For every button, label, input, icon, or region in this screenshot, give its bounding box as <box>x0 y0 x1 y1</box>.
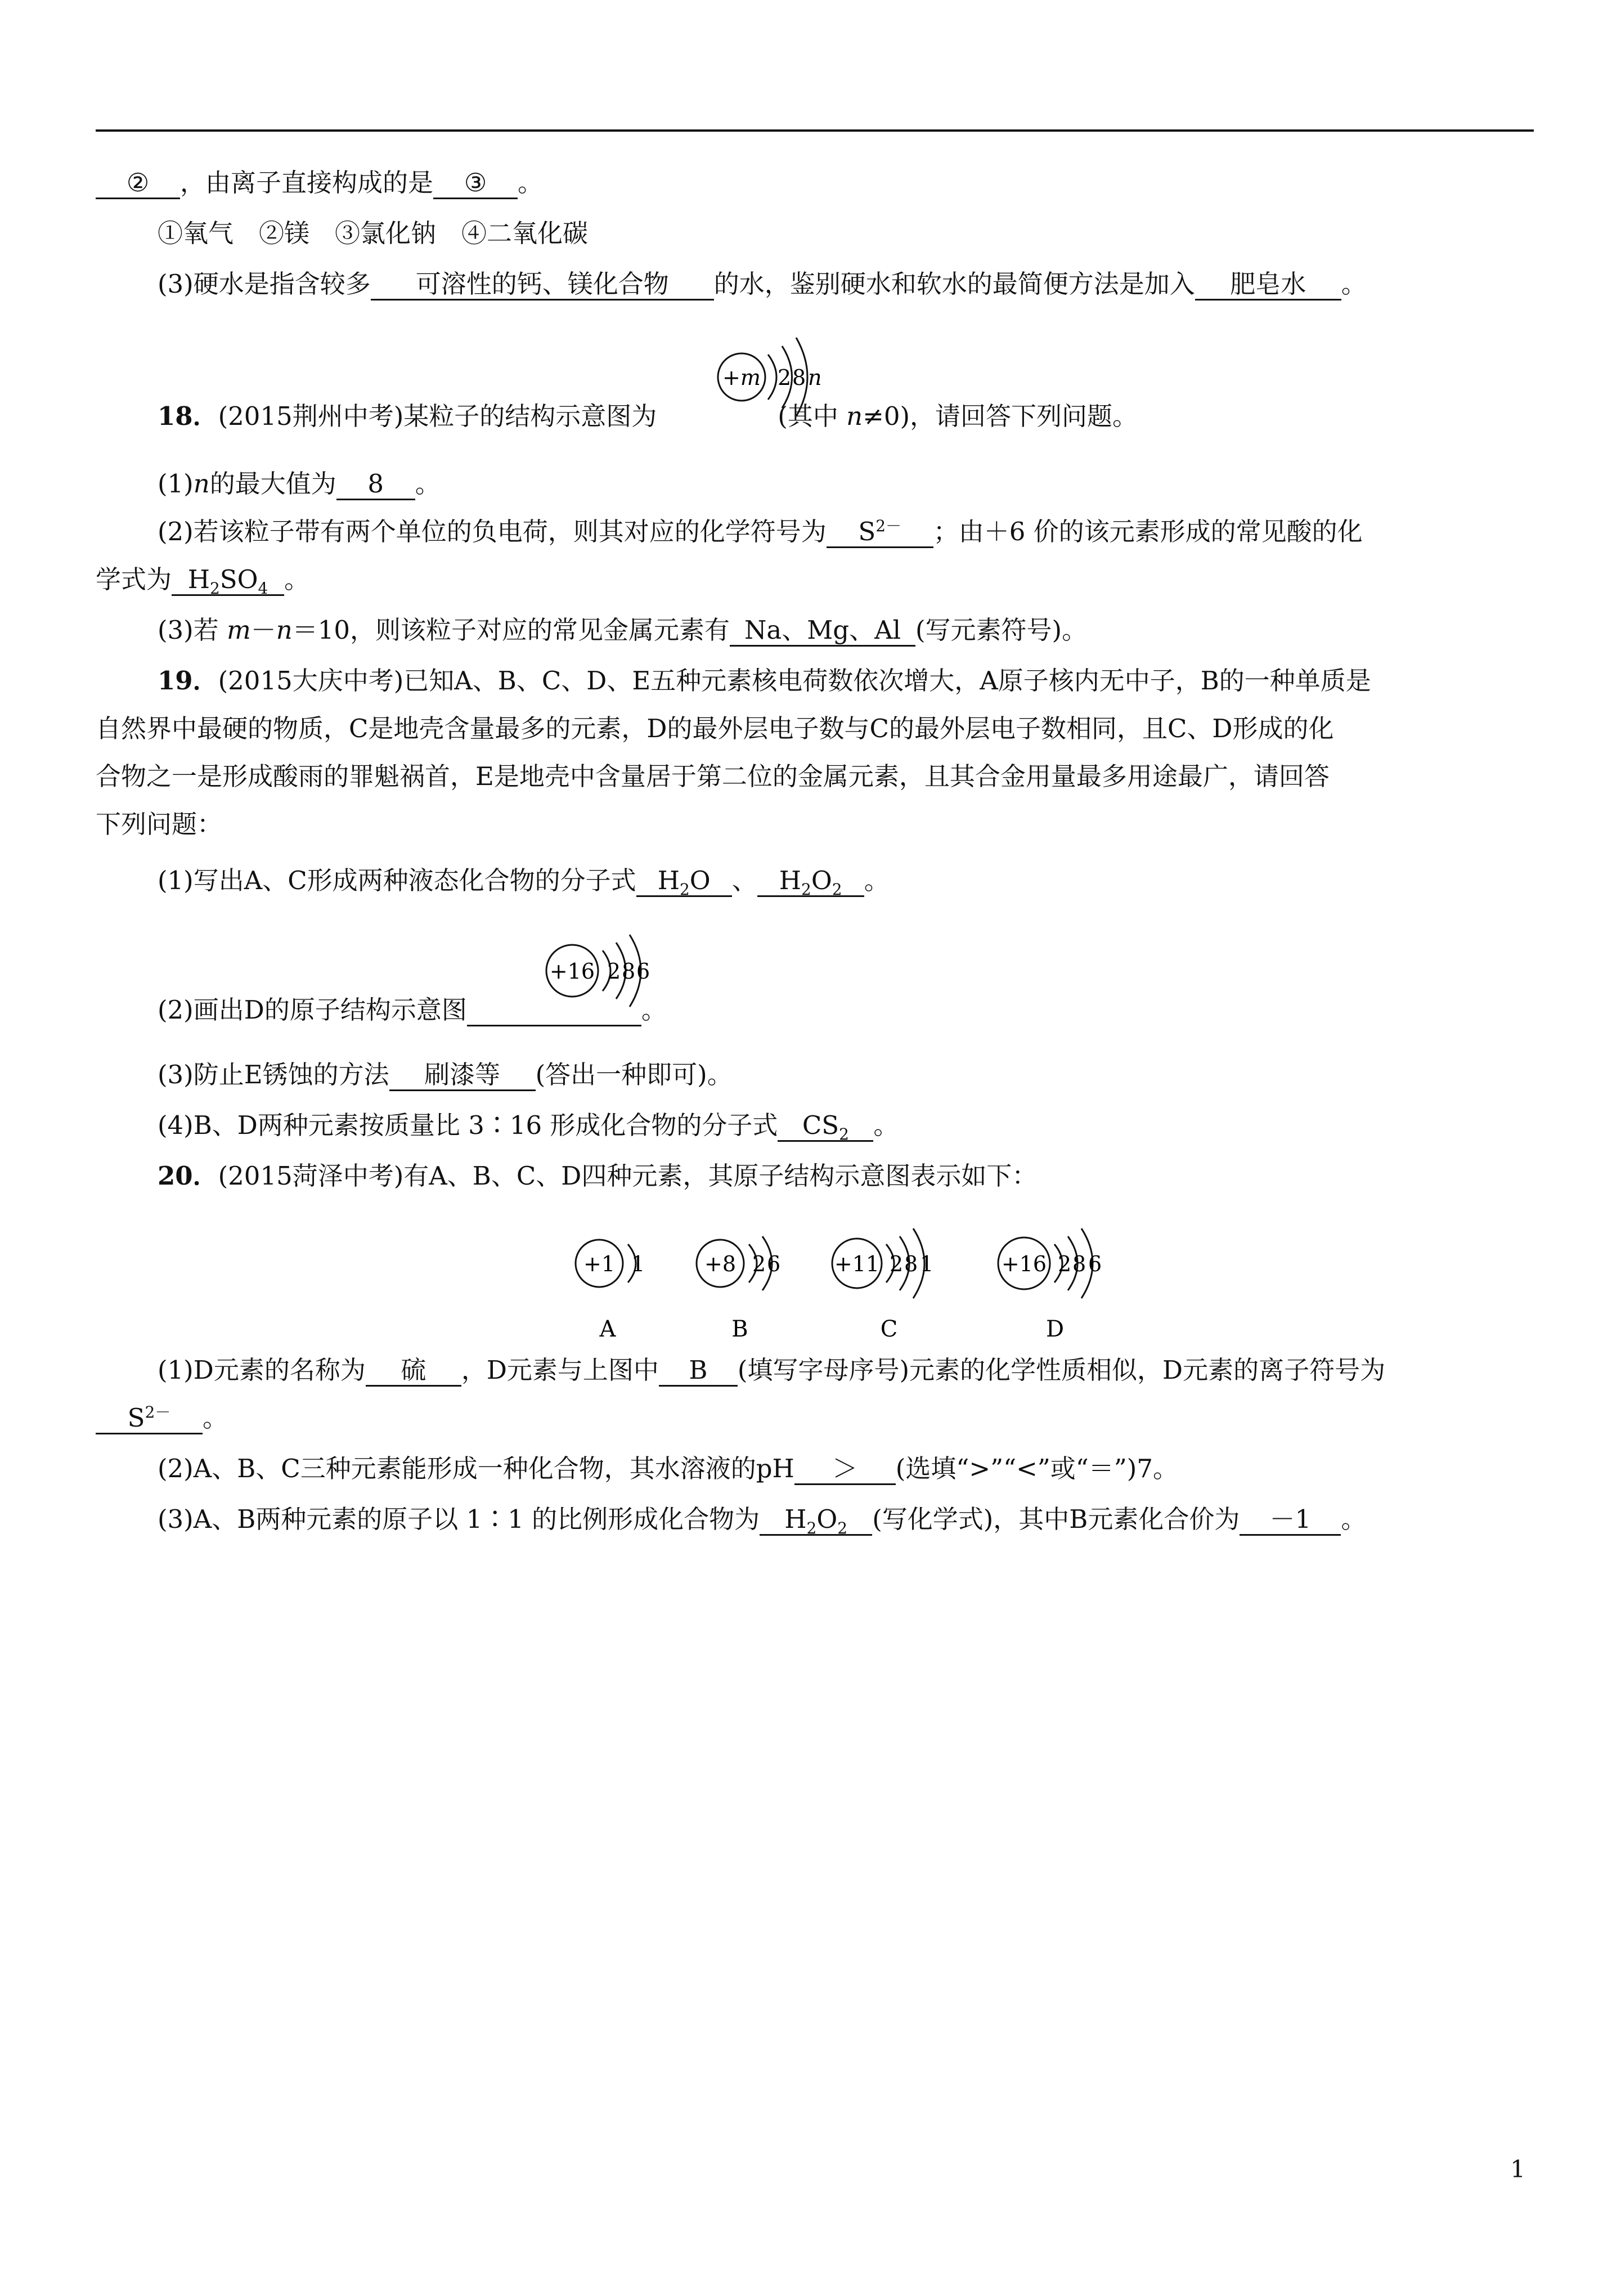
answer-blank: $H_2O_2$ <box>760 1505 872 1536</box>
q18-part1 <box>158 467 441 501</box>
atom-label: A <box>599 1316 616 1342</box>
q18-part3 <box>158 613 1087 647</box>
question-number: 19． <box>158 666 218 696</box>
source-tag: (2015菏泽中考) <box>218 1161 404 1191</box>
answer-blank: $S^{2-}$ <box>827 517 933 548</box>
text: (写元素符号)。 <box>915 615 1088 645</box>
atom-diagram-d <box>990 1224 1137 1354</box>
answer-blank: $S^{2-}$ <box>96 1403 203 1434</box>
header-rule <box>96 129 1534 132</box>
atom-label: C <box>880 1316 898 1342</box>
text: (填写字母序号)元素的化学性质相似，D元素的离子符号为 <box>737 1355 1386 1385</box>
shell-3-count: 1 <box>920 1252 934 1276</box>
shell-2-count: 8 <box>792 365 806 390</box>
text: 合物之一是形成酸雨的罪魁祸首，E是地壳中含量居于第二位的金属元素，且其合金用量最多用途最广，请回答 <box>96 761 1330 791</box>
q18-part2 <box>158 515 1363 549</box>
answer-blank: $H_2O_2$ <box>757 866 864 897</box>
text: (3)若 <box>158 615 227 645</box>
q20-part3 <box>158 1503 1366 1536</box>
shell-2-count: 8 <box>904 1252 918 1276</box>
q19-stem-4 <box>96 808 222 841</box>
source-tag: (2015大庆中考) <box>218 666 404 696</box>
text: (2)若该粒子带有两个单位的负电荷，则其对应的化学符号为 <box>158 517 827 546</box>
text: ＝10，则该粒子对应的常见金属元素有 <box>292 615 730 645</box>
var-m: m <box>227 615 251 645</box>
text: (答出一种即可)。 <box>535 1060 733 1089</box>
nucleus-charge: +1 <box>583 1252 616 1276</box>
var-n: n <box>193 469 210 499</box>
var-n: n <box>846 401 863 431</box>
q17-cont-line <box>96 166 543 200</box>
punct: 。 <box>641 995 667 1025</box>
answer-blank: $CS_2$ <box>778 1111 873 1142</box>
answer-blank: 8 <box>336 469 415 500</box>
answer-blank: 硫 <box>366 1356 461 1387</box>
q18-part2-cont <box>96 563 309 597</box>
q19-stem-2 <box>96 712 1333 746</box>
answer-blank: $H_2O$ <box>636 866 732 897</box>
text: (其中 <box>778 401 847 431</box>
q17-part3 <box>158 267 1367 301</box>
q20-stem <box>158 1159 1037 1193</box>
q20-part1 <box>158 1353 1385 1387</box>
punct: 。 <box>873 1110 899 1140</box>
punct: 。 <box>203 1403 228 1433</box>
punct: 。 <box>1341 269 1367 299</box>
answer-blank: 肥皂水 <box>1195 270 1341 301</box>
text: (2)画出D的原子结构示意图 <box>158 995 467 1025</box>
text: 已知A、B、C、D、E五种元素核电荷数依次增大，A原子核内无中子，B的一种单质是 <box>403 666 1371 696</box>
q19-part3 <box>158 1058 733 1092</box>
options-text: ①氧气 ②镁 ③氯化钠 ④二氧化碳 <box>158 218 589 248</box>
shell-1-count: 2 <box>752 1252 766 1276</box>
q19-stem-3 <box>96 760 1330 793</box>
atom-label: B <box>731 1316 748 1342</box>
q19-part1 <box>158 864 890 898</box>
text: ，由离子直接构成的是 <box>180 168 434 198</box>
atom-diagram-c <box>824 1224 965 1354</box>
answer-blank: 刷漆等 <box>389 1060 536 1091</box>
text: (3)硬水是指含较多 <box>158 269 371 299</box>
text: 某粒子的结构示意图为 <box>403 401 657 431</box>
var-n: n <box>276 615 293 645</box>
atom-label: D <box>1045 1316 1065 1342</box>
q20-part1-cont <box>96 1401 228 1435</box>
text: (1)写出A、C形成两种液态化合物的分子式 <box>158 866 636 895</box>
shell-1-count: 2 <box>607 959 621 984</box>
punct: 。 <box>518 168 544 198</box>
nucleus-charge: +11 <box>834 1252 880 1276</box>
answer-blank: ② <box>96 168 180 199</box>
q18-stem <box>158 400 1138 433</box>
text: 自然界中最硬的物质，C是地壳含量最多的元素，D的最外层电子数与C的最外层电子数相同，且C、D形成的化 <box>96 714 1334 743</box>
punct: 。 <box>864 866 890 895</box>
atom-diagram-b <box>689 1224 819 1354</box>
question-number: 18． <box>158 401 218 431</box>
answer-blank: ③ <box>433 168 518 199</box>
shell-2-count: 8 <box>622 959 636 984</box>
atom-diagram-q18 <box>715 332 847 445</box>
question-number: 20． <box>158 1161 218 1191</box>
punct: 。 <box>1341 1504 1367 1534</box>
text: (写化学式)，其中B元素化合价为 <box>872 1504 1240 1534</box>
svg-text:+m: +m <box>722 365 761 390</box>
text: 下列问题： <box>96 809 223 839</box>
punct: 、 <box>731 866 757 895</box>
shell-1-count: 2 <box>1058 1252 1072 1276</box>
page-number: 1 <box>1510 2155 1525 2183</box>
atom-diagram-a <box>568 1224 681 1354</box>
q19-part4 <box>158 1109 899 1142</box>
q17-options <box>158 217 588 250</box>
answer-blank: B <box>659 1356 738 1387</box>
nucleus-charge: +16 <box>549 959 595 984</box>
answer-blank: －1 <box>1240 1505 1341 1536</box>
shell-3-count: 6 <box>636 959 650 984</box>
text: (2)A、B、C三种元素能形成一种化合物，其水溶液的pH <box>158 1454 794 1483</box>
text: (3)防止E锈蚀的方法 <box>158 1060 389 1089</box>
shell-1-count: 1 <box>631 1252 645 1276</box>
text: 有A、B、C、D四种元素，其原子结构示意图表示如下： <box>403 1161 1038 1191</box>
text: (4)B、D两种元素按质量比 3∶16 形成化合物的分子式 <box>158 1110 778 1140</box>
outer-shell-count: n <box>808 365 822 390</box>
text: 学式为 <box>96 564 172 594</box>
nucleus-charge: +16 <box>1001 1252 1047 1276</box>
answer-blank: 可溶性的钙、镁化合物 <box>371 270 714 301</box>
shell-2-count: 8 <box>1072 1252 1086 1276</box>
text: (选填“>”“<”或“＝”)7。 <box>895 1454 1178 1483</box>
atom-diagram-q19 <box>537 926 684 1028</box>
shell-2-count: 6 <box>767 1252 781 1276</box>
text: ≠0)，请回答下列问题。 <box>863 401 1138 431</box>
punct: 。 <box>415 469 441 499</box>
shell-1-count: 2 <box>778 365 792 390</box>
shell-1-count: 2 <box>890 1252 904 1276</box>
text: ；由＋6 价的该元素形成的常见酸的化 <box>933 517 1363 546</box>
text: － <box>250 615 276 645</box>
shell-3-count: 6 <box>1088 1252 1102 1276</box>
q20-part2 <box>158 1452 1178 1486</box>
answer-blank: Na、Mg、Al <box>730 616 915 647</box>
punct: 。 <box>284 564 310 594</box>
source-tag: (2015荆州中考) <box>218 401 404 431</box>
q19-stem-1 <box>158 664 1371 698</box>
text: (1) <box>158 469 194 499</box>
text: (3)A、B两种元素的原子以 1∶1 的比例形成化合物为 <box>158 1504 760 1534</box>
text: ，D元素与上图中 <box>461 1355 659 1385</box>
answer-blank: ＞ <box>794 1454 896 1485</box>
text: (1)D元素的名称为 <box>158 1355 366 1385</box>
nucleus-charge: +8 <box>704 1252 737 1276</box>
text: 的水，鉴别硬水和软水的最简便方法是加入 <box>713 269 1195 299</box>
text: 的最大值为 <box>209 469 336 499</box>
answer-blank: $H_2SO_4$ <box>172 565 284 596</box>
